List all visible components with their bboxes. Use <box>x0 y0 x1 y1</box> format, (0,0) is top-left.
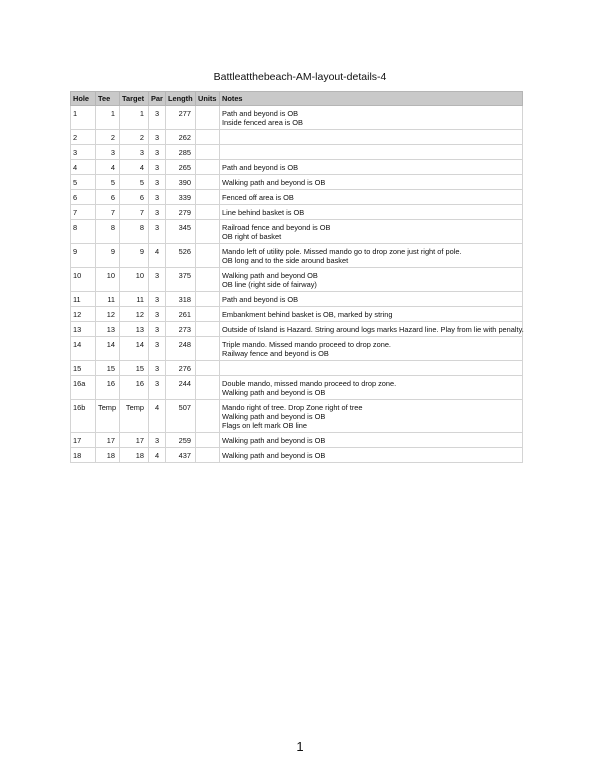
tee-cell: 10 <box>96 268 120 292</box>
units-cell <box>196 433 220 448</box>
tee-cell: 13 <box>96 322 120 337</box>
length-cell: 339 <box>166 190 196 205</box>
par-cell: 3 <box>149 292 166 307</box>
table-row <box>71 268 523 292</box>
tee-cell: Temp <box>96 400 120 433</box>
units-cell <box>196 130 220 145</box>
par-cell: 3 <box>149 361 166 376</box>
tee-cell: 4 <box>96 160 120 175</box>
notes-cell <box>220 106 523 130</box>
hole-cell: 10 <box>71 268 96 292</box>
table-row <box>71 337 523 361</box>
table-row <box>71 145 523 160</box>
par-cell: 4 <box>149 448 166 463</box>
note-line: Walking path and beyond OB <box>222 271 318 280</box>
units-cell <box>196 145 220 160</box>
table-row <box>71 292 523 307</box>
note-line: Walking path and beyond is OB <box>222 412 326 421</box>
par-cell: 3 <box>149 130 166 145</box>
header-units: Units <box>196 92 220 106</box>
table-body <box>71 106 523 463</box>
target-cell: 5 <box>120 175 149 190</box>
hole-cell: 12 <box>71 307 96 322</box>
par-cell: 4 <box>149 400 166 433</box>
target-cell: 16 <box>120 376 149 400</box>
notes-cell <box>220 376 523 400</box>
par-cell: 3 <box>149 268 166 292</box>
length-cell: 259 <box>166 433 196 448</box>
tee-cell: 15 <box>96 361 120 376</box>
hole-cell: 2 <box>71 130 96 145</box>
table-row <box>71 376 523 400</box>
tee-cell: 17 <box>96 433 120 448</box>
hole-cell: 14 <box>71 337 96 361</box>
target-cell: 1 <box>120 106 149 130</box>
hole-cell: 11 <box>71 292 96 307</box>
par-cell: 3 <box>149 106 166 130</box>
header-tee: Tee <box>96 92 120 106</box>
table-row <box>71 322 523 337</box>
target-cell: 17 <box>120 433 149 448</box>
notes-cell <box>220 130 523 145</box>
notes-cell <box>220 175 523 190</box>
hole-cell: 18 <box>71 448 96 463</box>
units-cell <box>196 106 220 130</box>
header-length: Length <box>166 92 196 106</box>
target-cell: 7 <box>120 205 149 220</box>
header-hole: Hole <box>71 92 96 106</box>
hole-cell: 4 <box>71 160 96 175</box>
length-cell: 345 <box>166 220 196 244</box>
header-par: Par <box>149 92 166 106</box>
units-cell <box>196 376 220 400</box>
note-line: Outside of Island is Hazard. String around logs marks Hazard line. Play from lie with penalty. <box>222 325 524 334</box>
units-cell <box>196 361 220 376</box>
note-line: Line behind basket is OB <box>222 208 305 217</box>
units-cell <box>196 205 220 220</box>
table-row <box>71 307 523 322</box>
hole-cell: 7 <box>71 205 96 220</box>
tee-cell: 11 <box>96 292 120 307</box>
table-row <box>71 244 523 268</box>
note-line: Mando left of utility pole. Missed mando go to drop zone just right of pole. <box>222 247 462 256</box>
units-cell <box>196 244 220 268</box>
note-line: Embankment behind basket is OB, marked by string <box>222 310 393 319</box>
par-cell: 3 <box>149 145 166 160</box>
hole-cell: 6 <box>71 190 96 205</box>
target-cell: 9 <box>120 244 149 268</box>
notes-cell <box>220 220 523 244</box>
notes-cell <box>220 145 523 160</box>
tee-cell: 9 <box>96 244 120 268</box>
units-cell <box>196 190 220 205</box>
tee-cell: 1 <box>96 106 120 130</box>
header-target: Target <box>120 92 149 106</box>
tee-cell: 5 <box>96 175 120 190</box>
note-line: OB right of basket <box>222 232 282 241</box>
document-title: Battleatthebeach-AM-layout-details-4 <box>213 71 387 83</box>
notes-cell <box>220 244 523 268</box>
hole-cell: 15 <box>71 361 96 376</box>
par-cell: 3 <box>149 322 166 337</box>
length-cell: 244 <box>166 376 196 400</box>
table-row <box>71 160 523 175</box>
table-row <box>71 400 523 433</box>
length-cell: 248 <box>166 337 196 361</box>
par-cell: 3 <box>149 190 166 205</box>
length-cell: 277 <box>166 106 196 130</box>
note-line: Path and beyond is OB <box>222 109 299 118</box>
tee-cell: 18 <box>96 448 120 463</box>
length-cell: 262 <box>166 130 196 145</box>
hole-cell: 8 <box>71 220 96 244</box>
length-cell: 390 <box>166 175 196 190</box>
note-line: Railway fence and beyond is OB <box>222 349 329 358</box>
units-cell <box>196 268 220 292</box>
length-cell: 276 <box>166 361 196 376</box>
notes-cell <box>220 400 523 433</box>
tee-cell: 7 <box>96 205 120 220</box>
notes-cell <box>220 322 523 337</box>
note-line: OB long and to the side around basket <box>222 256 349 265</box>
note-line: Double mando, missed mando proceed to drop zone. <box>222 379 397 388</box>
hole-cell: 3 <box>71 145 96 160</box>
length-cell: 526 <box>166 244 196 268</box>
units-cell <box>196 322 220 337</box>
notes-cell <box>220 448 523 463</box>
length-cell: 437 <box>166 448 196 463</box>
par-cell: 3 <box>149 337 166 361</box>
note-line: Walking path and beyond is OB <box>222 451 326 460</box>
layout-table <box>70 91 523 463</box>
target-cell: 14 <box>120 337 149 361</box>
target-cell: 6 <box>120 190 149 205</box>
tee-cell: 14 <box>96 337 120 361</box>
note-line: Path and beyond is OB <box>222 163 299 172</box>
note-line: Inside fenced area is OB <box>222 118 303 127</box>
table-row <box>71 130 523 145</box>
hole-cell: 16a <box>71 376 96 400</box>
target-cell: Temp <box>120 400 149 433</box>
notes-cell <box>220 337 523 361</box>
length-cell: 375 <box>166 268 196 292</box>
par-cell: 3 <box>149 160 166 175</box>
notes-cell <box>220 361 523 376</box>
table-row <box>71 448 523 463</box>
target-cell: 8 <box>120 220 149 244</box>
table-row <box>71 433 523 448</box>
units-cell <box>196 292 220 307</box>
hole-cell: 1 <box>71 106 96 130</box>
note-line: Railroad fence and beyond is OB <box>222 223 331 232</box>
notes-cell <box>220 292 523 307</box>
note-line: Path and beyond is OB <box>222 295 299 304</box>
target-cell: 15 <box>120 361 149 376</box>
tee-cell: 2 <box>96 130 120 145</box>
note-line: Triple mando. Missed mando proceed to drop zone. <box>222 340 391 349</box>
target-cell: 3 <box>120 145 149 160</box>
table-row <box>71 190 523 205</box>
table-row <box>71 106 523 130</box>
units-cell <box>196 337 220 361</box>
notes-cell <box>220 190 523 205</box>
par-cell: 4 <box>149 244 166 268</box>
note-line: Walking path and beyond is OB <box>222 178 326 187</box>
tee-cell: 12 <box>96 307 120 322</box>
table-row <box>71 175 523 190</box>
target-cell: 18 <box>120 448 149 463</box>
tee-cell: 6 <box>96 190 120 205</box>
hole-cell: 9 <box>71 244 96 268</box>
length-cell: 265 <box>166 160 196 175</box>
target-cell: 12 <box>120 307 149 322</box>
header-notes: Notes <box>220 92 523 106</box>
target-cell: 13 <box>120 322 149 337</box>
note-line: Walking path and beyond is OB <box>222 436 326 445</box>
target-cell: 2 <box>120 130 149 145</box>
units-cell <box>196 220 220 244</box>
tee-cell: 16 <box>96 376 120 400</box>
hole-cell: 13 <box>71 322 96 337</box>
length-cell: 507 <box>166 400 196 433</box>
units-cell <box>196 448 220 463</box>
par-cell: 3 <box>149 307 166 322</box>
note-line: OB line (right side of fairway) <box>222 280 317 289</box>
tee-cell: 8 <box>96 220 120 244</box>
units-cell <box>196 175 220 190</box>
length-cell: 261 <box>166 307 196 322</box>
length-cell: 318 <box>166 292 196 307</box>
target-cell: 4 <box>120 160 149 175</box>
tee-cell: 3 <box>96 145 120 160</box>
length-cell: 279 <box>166 205 196 220</box>
notes-cell <box>220 160 523 175</box>
length-cell: 285 <box>166 145 196 160</box>
table-header-row <box>71 92 523 106</box>
par-cell: 3 <box>149 376 166 400</box>
note-line: Fenced off area is OB <box>222 193 294 202</box>
note-line: Flags on left mark OB line <box>222 421 308 430</box>
note-line: Walking path and beyond is OB <box>222 388 326 397</box>
notes-cell <box>220 268 523 292</box>
par-cell: 3 <box>149 433 166 448</box>
hole-cell: 17 <box>71 433 96 448</box>
notes-cell <box>220 433 523 448</box>
table-row <box>71 361 523 376</box>
table-row <box>71 205 523 220</box>
par-cell: 3 <box>149 175 166 190</box>
notes-cell <box>220 307 523 322</box>
par-cell: 3 <box>149 220 166 244</box>
table-row <box>71 220 523 244</box>
units-cell <box>196 307 220 322</box>
units-cell <box>196 400 220 433</box>
page-number: 1 <box>296 739 304 754</box>
target-cell: 11 <box>120 292 149 307</box>
note-line: Mando right of tree. Drop Zone right of tree <box>222 403 363 412</box>
hole-cell: 5 <box>71 175 96 190</box>
notes-cell <box>220 205 523 220</box>
units-cell <box>196 160 220 175</box>
hole-cell: 16b <box>71 400 96 433</box>
length-cell: 273 <box>166 322 196 337</box>
par-cell: 3 <box>149 205 166 220</box>
target-cell: 10 <box>120 268 149 292</box>
